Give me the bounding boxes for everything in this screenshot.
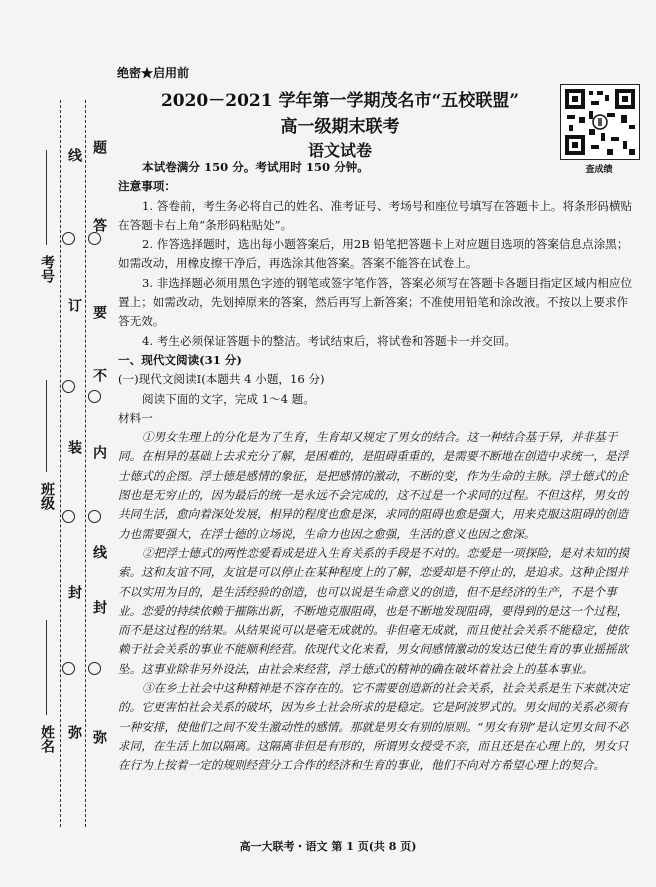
material-title: 材料一	[118, 410, 153, 425]
binding-hole-circle	[62, 380, 75, 393]
binding-margin	[0, 0, 112, 887]
section-heading: 一、现代文阅读(31 分)	[118, 352, 242, 367]
seal-char: 订	[66, 298, 82, 312]
binding-hole-circle	[62, 510, 75, 523]
class-write-line	[46, 380, 47, 472]
label-class: 班级	[39, 482, 55, 510]
binding-dashed-line	[85, 100, 86, 827]
passage-paragraph: ②把浮士德式的两性恋爱看成是进入生育关系的手段是不对的。恋爱是一项探险，是对未知的摸索。这和友谊不同，友谊是可以停止在某种程度上的了解，恋爱却是不停止的，是追求。这种企图并不以实用为目的，是生活经验的创造，也可以说是生命意义的创造，但不是经济的生产，不是个事业。恋爱的持续依赖于摧陈出新，不断地克服阻碍，也是不断地发现阻碍，要得到的是这一个过程，而不是这过程的结果。从结果说可以是毫无成就的。非但毫无成就，而且使社会关系不能稳定，使依赖于社会关系的事业不能顺利经营。依现代文化来看，男女间感情激动的发达已使生育的事业摇摇欲坠。这事业除非另外设法，由社会来经营，浮士德式的精神的确在破坏着社会上的基本事业。	[118, 545, 629, 676]
binding-hole-circle	[62, 662, 75, 675]
seal-char: 不	[91, 368, 107, 382]
subject-title: 语文试卷	[307, 141, 372, 160]
binding-hole-circle	[88, 510, 101, 523]
note-item: 2. 作答选择题时，选出每小题答案后，用2B 铅笔把答题卡上对应题目选项的答案信息点涂黑；如需改动，用橡皮擦干净后，再选涂其他答案。答案不能答在试卷上。	[118, 237, 629, 271]
binding-hole-circle	[62, 232, 75, 245]
passage-paragraph: ①男女生理上的分化是为了生育，生育却又规定了男女的结合。这一种结合基于异，并非基于同。在相异的基础上去求充分了解，是困难的，是阻碍重重的，是需要不断地在创造中求统一，是浮士德式的企图。浮士德是感情的象征，是把感情的激动，不断的变，作为生命的主脉。浮士德式的企图也是无穷止的，因为最后的统一是永远不会完成的，这不过是一个求同的过程。不但这样，男女的共同生活，愈向着深处发展，相异的程度也愈是深，求同的阻碍也愈是强大，用来克服这阻碍的创造力也需要强大，在浮士德的立场说，生命力也因之愈强，生活的意义也因之愈深。	[118, 430, 629, 541]
seal-char: 要	[91, 305, 107, 319]
binding-hole-circle	[88, 390, 101, 403]
exam-title: 2020－2021 学年第一学期茂名市“五校联盟”	[160, 91, 520, 111]
qr-code-label: 查成绩	[585, 165, 613, 175]
seal-char: 装	[66, 440, 82, 454]
seal-char: 弥	[91, 730, 107, 744]
binding-hole-circle	[88, 662, 101, 675]
notes-heading: 注意事项：	[118, 179, 176, 194]
binding-hole-circle	[88, 232, 101, 245]
label-exam-id: 考号	[39, 255, 55, 283]
seal-char: 封	[91, 600, 107, 614]
seal-char: 答	[91, 218, 107, 232]
page-footer: 高一大联考・语文 第 1 页(共 8 页)	[239, 840, 417, 853]
label-name: 姓名	[39, 725, 55, 753]
seal-char: 内	[91, 445, 107, 459]
note-item: 3. 非选择题必须用黑色字迹的钢笔或签字笔作答，答案必须写在答题卡各题目指定区域内相应位置上；如需改动，先划掉原来的答案，然后再写上新答案；不准使用铅笔和涂改液。不按以上要求作答无效。	[118, 275, 633, 329]
seal-char: 题	[91, 140, 107, 154]
exam-id-write-line	[46, 150, 47, 245]
exam-body	[118, 158, 638, 776]
name-write-line	[46, 620, 47, 715]
confidential-mark: 绝密★启用前	[117, 66, 190, 80]
seal-char: 线	[91, 545, 107, 559]
seal-char: 封	[66, 585, 82, 599]
binding-dashed-line	[60, 100, 61, 827]
reading-instruction: 阅读下面的文字，完成 1～4 题。	[142, 391, 315, 406]
subsection-heading: (一)现代文阅读Ⅰ(本题共 4 小题，16 分)	[118, 372, 325, 387]
seal-char: 线	[66, 148, 82, 162]
exam-subtitle: 高一级期末联考	[280, 117, 400, 137]
score-time-note: 本试卷满分 150 分。考试用时 150 分钟。	[142, 160, 369, 174]
note-item: 4. 考生必须保证答题卡的整洁。考试结束后，将试卷和答题卡一并交回。	[142, 333, 517, 348]
seal-char: 弥	[66, 725, 82, 739]
qr-code-icon[interactable]	[560, 84, 640, 160]
passage-paragraph: ③在乡土社会中这种精神是不容存在的。它不需要创造新的社会关系，社会关系是生下来就决定的。它更害怕社会关系的破坏，因为乡土社会所求的是稳定。它是阿波罗式的。男女间的关系必须有一种安排，使他们之间不发生激动性的感情。那就是男女有别的原则。“男女有别”是认定男女间不必求同，在生活上加以隔离。这隔离非但是有形的，所谓男女授受不亲，而且还是在心理上的，男女只在行为上按着一定的规则经营分工合作的经济和生育的事业，他们不向对方希望心理上的契合。	[118, 681, 629, 773]
note-item: 1. 答卷前，考生务必将自己的姓名、准考证号、考场号和座位号填写在答题卡上。将条形码横贴在答题卡右上角“条形码粘贴处”。	[118, 198, 633, 232]
